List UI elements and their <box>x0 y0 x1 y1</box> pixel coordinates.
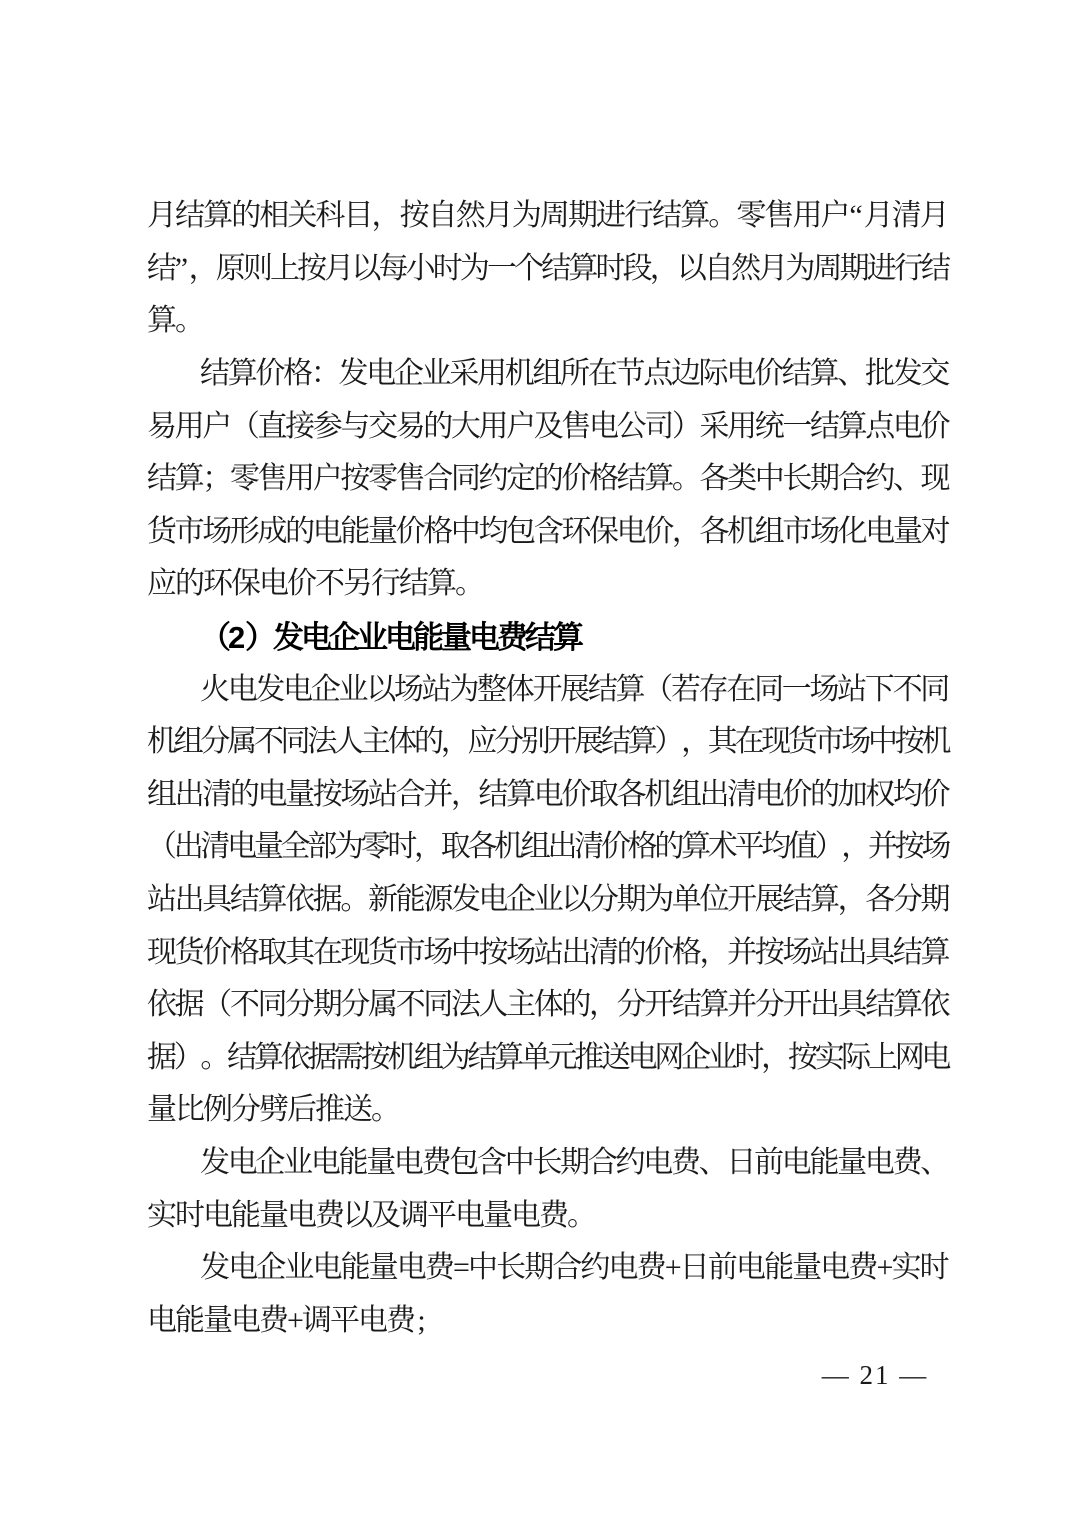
text-line: 量 比 例 分 劈 后 推 送 。 <box>147 1093 401 1127</box>
paragraph <box>147 348 951 611</box>
document-body <box>147 190 952 1347</box>
text-line: 算 。 <box>147 304 205 338</box>
text-line: （ 2 ） 发 电 企 业 电 能 量 电 费 结 算 <box>200 619 584 655</box>
text-line: 火 电 发 电 企 业 以 场 站 为 整 体 开 展 结 算 （ 若 存 在 同 一 场 站 下 不 同 <box>200 672 951 706</box>
text-line: 依 据 （ 不 同 分 期 分 属 不 同 法 人 主 体 的 ， 分 开 结 算 并 分 开 出 具 结 算 依 <box>147 988 951 1022</box>
paragraph <box>147 663 952 1136</box>
text-line: （ 出 清 电 量 全 部 为 零 时 ， 取 各 机 组 出 清 价 格 的 算 术 平 均 值 ） ， 并 按 场 <box>147 830 952 864</box>
text-line: 发 电 企 业 电 能 量 电 费 包 含 中 长 期 合 约 电 费 、 日 前 电 能 量 电 费 、 <box>200 1145 951 1179</box>
section-heading <box>147 611 948 664</box>
text-line: 易 用 户 （ 直 接 参 与 交 易 的 大 用 户 及 售 电 公 司 ） 采 用 统 一 结 算 点 电 价 <box>147 409 951 443</box>
text-line: 货 市 场 形 成 的 电 能 量 价 格 中 均 包 含 环 保 电 价 ， 各 机 组 市 场 化 电 量 对 <box>147 514 951 548</box>
text-line: 机 组 分 属 不 同 法 人 主 体 的 ， 应 分 别 开 展 结 算 ） ， 其 在 现 货 市 场 中 按 机 <box>147 725 952 759</box>
paragraph <box>147 1137 951 1242</box>
paragraph <box>147 1242 948 1347</box>
text-line: 发 电 企 业 电 能 量 电 费 = 中 长 期 合 约 电 费 + 日 前 电 能 量 电 费 + 实 时 <box>200 1251 950 1285</box>
text-line: 应 的 环 保 电 价 不 另 行 结 算 。 <box>147 567 485 601</box>
text-line: 月 结 算 的 相 关 科 目 ， 按 自 然 月 为 周 期 进 行 结 算 。 零 售 用 户 “ 月 清 月 <box>147 199 950 233</box>
text-line: 电 能 量 电 费 + 调 平 电 费 ; <box>147 1303 426 1337</box>
paragraph <box>147 190 952 348</box>
text-line: 结 ” ， 原 则 上 按 月 以 每 小 时 为 一 个 结 算 时 段 ， 以 自 然 月 为 周 期 进 行 结 <box>147 251 952 285</box>
text-line: 据 ） 。 结 算 依 据 需 按 机 组 为 结 算 单 元 推 送 电 网 企 业 时 ， 按 实 际 上 网 电 <box>147 1040 952 1074</box>
text-line: 站 出 具 结 算 依 据 。 新 能 源 发 电 企 业 以 分 期 为 单 位 开 展 结 算 ， 各 分 期 <box>147 883 951 917</box>
text-line: 现 货 价 格 取 其 在 现 货 市 场 中 按 场 站 出 清 的 价 格 ， 并 按 场 站 出 具 结 算 <box>147 935 951 969</box>
text-line: 结 算 价 格 ： 发 电 企 业 采 用 机 组 所 在 节 点 边 际 电 价 结 算 、 批 发 交 <box>200 357 951 391</box>
text-line: 实 时 电 能 量 电 费 以 及 调 平 电 量 电 费 。 <box>147 1198 597 1232</box>
page-number: — 21 — <box>821 1360 929 1390</box>
text-line: 结 算 ； 零 售 用 户 按 零 售 合 同 约 定 的 价 格 结 算 。 各 类 中 长 期 合 约 、 现 <box>147 462 951 496</box>
text-line: 组 出 清 的 电 量 按 场 站 合 并 ， 结 算 电 价 取 各 机 组 出 清 电 价 的 加 权 均 价 <box>147 777 951 811</box>
